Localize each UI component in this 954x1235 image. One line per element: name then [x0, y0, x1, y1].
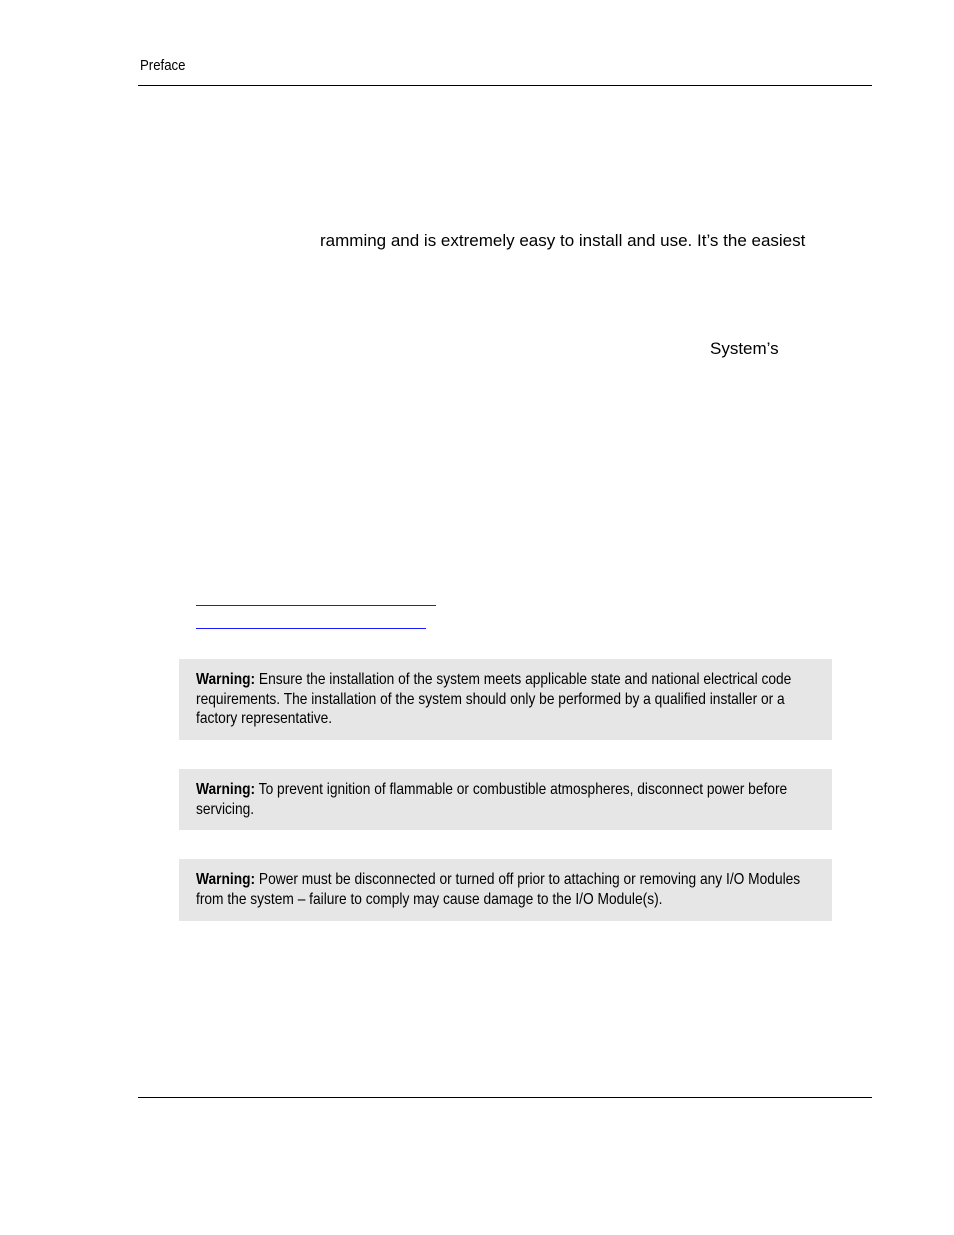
warning-message: Power must be disconnected or turned off prior to attaching or removing any I/O Modules from the system – failure to comply may cause damage to the I/O Module(s). [196, 871, 801, 908]
warning-text [196, 870, 808, 909]
warning-label: Warning: [196, 781, 256, 798]
warning-text [196, 670, 808, 729]
warning-message: Ensure the installation of the system meets applicable state and national electrical code requirements. The installation of the system should only be performed by a qualified installer or a factory representative. [196, 671, 792, 727]
hyperlink-underline[interactable] [196, 605, 436, 606]
warning-text [196, 780, 808, 819]
body-text-fragment: ramming and is extremely easy to install and use. It’s the easiest [320, 231, 806, 250]
header-rule [138, 85, 872, 86]
hyperlink-underline[interactable] [196, 628, 426, 629]
header-section-title: Preface [140, 57, 186, 74]
warning-box [179, 859, 832, 921]
warning-box [179, 769, 832, 830]
body-text-fragment: System’s [710, 339, 779, 358]
warning-message: To prevent ignition of flammable or combustible atmospheres, disconnect power before servicing. [196, 781, 788, 818]
warning-box [179, 659, 832, 740]
warning-label: Warning: [196, 671, 256, 688]
footer-rule [138, 1097, 872, 1098]
warning-label: Warning: [196, 871, 256, 888]
